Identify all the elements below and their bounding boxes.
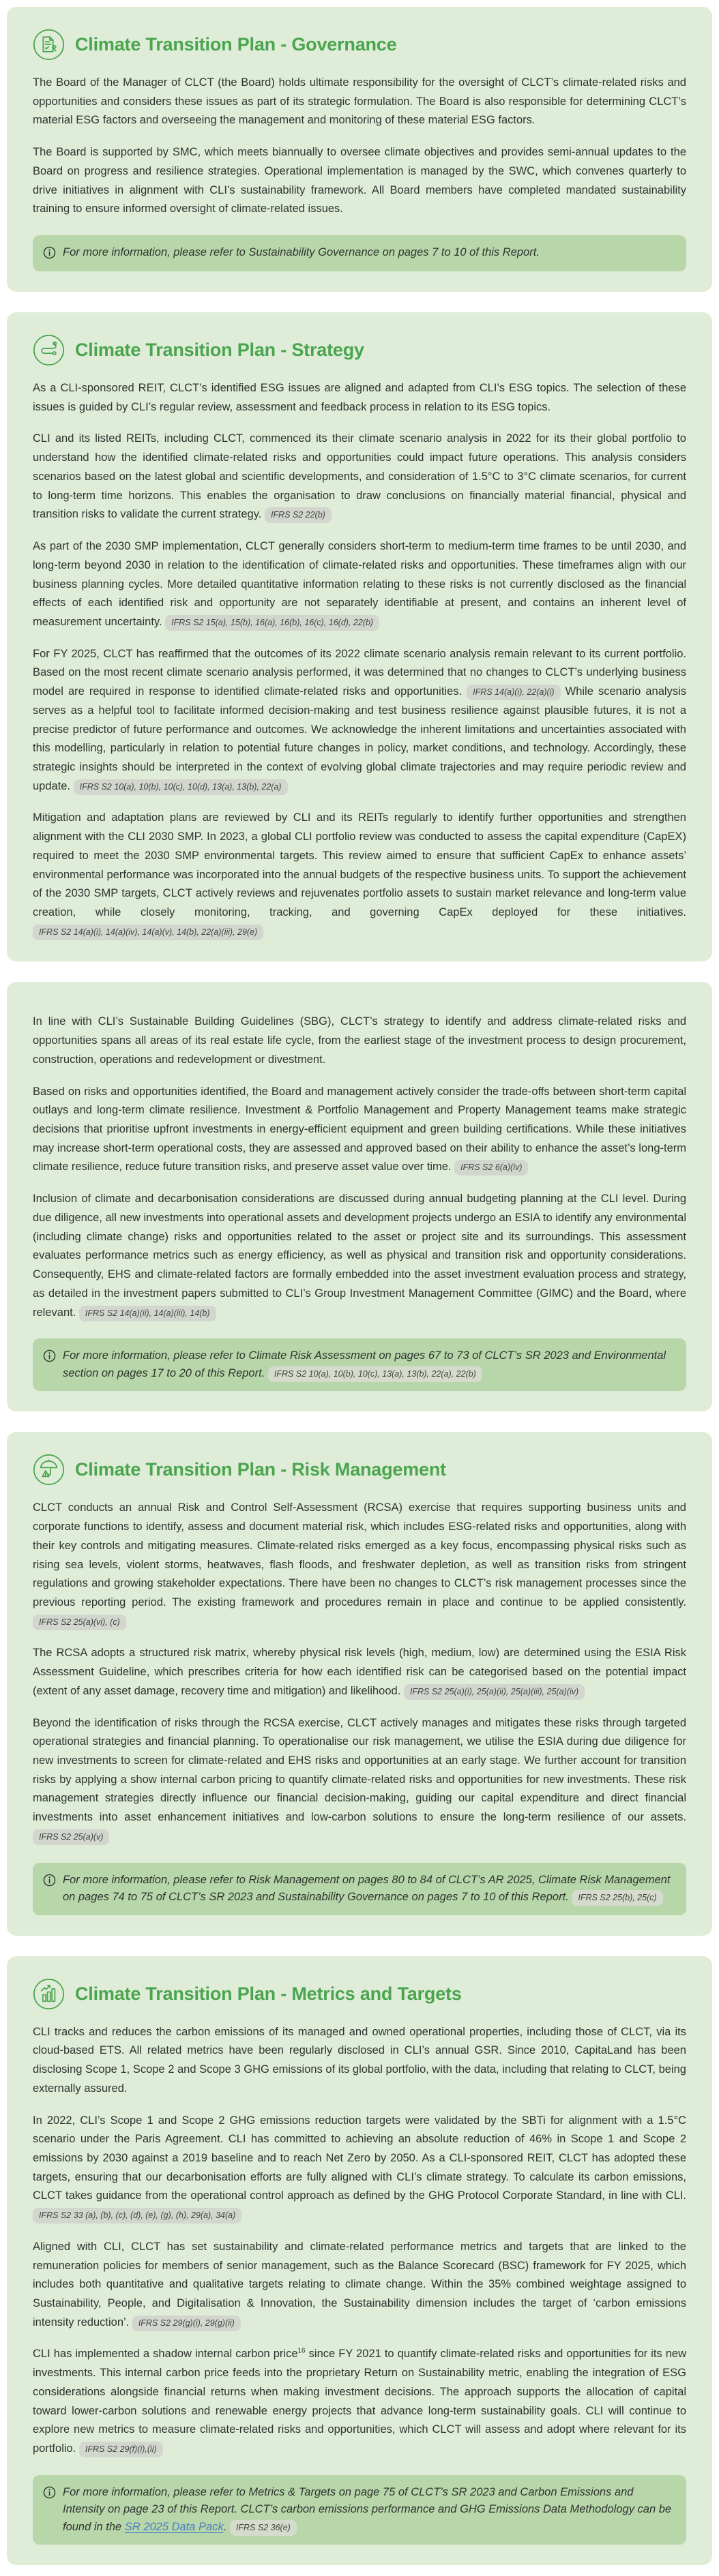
card-metrics-and-targets (7, 1956, 712, 2566)
document-approval-icon (33, 29, 65, 61)
callout-text (63, 2484, 674, 2536)
ifrs-reference-tag: IFRS S2 36(e) (230, 2520, 297, 2536)
paragraph (33, 2023, 686, 2099)
info-callout (33, 235, 686, 271)
text-run: . (223, 2520, 230, 2533)
paragraph (33, 1714, 686, 1846)
paragraph (33, 1499, 686, 1631)
text-run: CLI tracks and reduces the carbon emissions of its managed and owned operational properties, including those of CLCT, via its cloud-based ETS. All related metrics have been regularly disclosed in CLI’s annual GSR. Since 2010, CapitaLand has been disclosing Scope 1, Scope 2 and Scope 3 GHG emissions of its global portfolio, with the data, including that relating to CLCT, being externally assured. (33, 2025, 686, 2095)
paragraph (33, 809, 686, 941)
paragraph (33, 74, 686, 130)
ifrs-reference-tag: IFRS S2 15(a), 15(b), 16(a), 16(b), 16(c), 16(d), 22(b) (165, 615, 379, 631)
ifrs-reference-tag: IFRS S2 25(a)(v) (33, 1829, 109, 1845)
text-run: As part of the 2030 SMP implementation, CLCT generally considers short-term to medium-term time frames to be until 2030, and long-term beyond 2030 in relation to the identification of climate-related risks and opportunities. These timeframes align with our business planning cycles. More detailed quantitative information relating to these risks is not currently disclosed as the financial effects of each identified risk and opportunity are not separately identifiable at present, and contains an inherent level of measurement uncertainty. (33, 540, 686, 628)
text-run: CLI has implemented a shadow internal carbon price (33, 2348, 298, 2361)
ifrs-reference-tag: IFRS S2 10(a), 10(b), 10(c), 10(d), 13(a), 13(b), 22(a) (74, 779, 288, 795)
paragraph (33, 1190, 686, 1322)
section-body (33, 1013, 686, 1391)
section-title: Climate Transition Plan - Strategy (75, 340, 364, 361)
section-title: Climate Transition Plan - Risk Management (75, 1459, 446, 1480)
paragraph (33, 1644, 686, 1701)
callout-text (63, 1347, 674, 1382)
text-run: While scenario analysis serves as a helpful tool to facilitate informed decision-making and test business resilience against plausible futures, it is not a precise predictor of future performance and outcomes. We acknowledge the inherent limitations and uncertainties associated with this modelling, particularly in relation to potential future changes in policy, market conditions, and technology. Accordingly, these strategic insights should be interpreted in the context of evolving global climate trajectories and may require periodic review and update. (33, 685, 686, 792)
ifrs-reference-tag: IFRS S2 33 (a), (b), (c), (d), (e), (g), (h), 29(a), 34(a) (33, 2208, 241, 2223)
section-title: Climate Transition Plan - Metrics and Targets (75, 1983, 462, 2004)
ifrs-reference-tag: IFRS S2 14(a)(i), 14(a)(iv), 14(a)(v), 14(b), 22(a)(iii), 29(e) (33, 925, 263, 940)
section-body (33, 2023, 686, 2545)
text-run: For FY 2025, CLCT has reaffirmed that the outcomes of its 2022 climate scenario analysis remain relevant to its current portfolio. Based on the most recent climate scenario analysis performed, it was determined that no changes to CLCT’s underlying business model are required in response to identified climate-related risks and opportunities. (33, 647, 686, 698)
paragraph (33, 2345, 686, 2458)
section-body (33, 379, 686, 941)
paragraph (33, 430, 686, 524)
info-icon (43, 2486, 56, 2502)
section-header (33, 29, 686, 61)
ifrs-reference-tag: IFRS S2 25(a)(i), 25(a)(ii), 25(a)(iii), 25(a)(iv) (404, 1684, 585, 1700)
text-run: CLCT conducts an annual Risk and Control Self-Assessment (RCSA) exercise that requires supporting business units and corporate functions to identify, assess and document material risk, which includes ESG-related risks and opportunities, along with their key controls and mitigating measures. Climate-related risks emerged as a key focus, encompassing physical risks such as rising sea levels, violent storms, heatwaves, flash floods, and freshwater depletion, as well as transition risks from stringent regulations and growing stakeholder expectations. There have been no changes to CLCT’s risk management processes since the previous reporting period. The existing framework and procedures remain in place and continue to be applied consistently. (33, 1501, 686, 1608)
card-strategy (7, 312, 712, 961)
text-run: CLI and its listed REITs, including CLCT, commenced its their climate scenario analysis in 2022 for its their global portfolio to understand how the identified climate-related risks and opportunities could impact future operations. This analysis considers scenarios based on the latest global and scientific developments, and consideration of 1.5°C to 3°C climate scenarios, for current to long-term time horizons. This enables the organisation to draw conclusions on financially material financial, physical and transition risks to validate the current strategy. (33, 432, 686, 521)
ifrs-reference-tag: IFRS 14(a)(i), 22(a)(i) (467, 685, 560, 700)
ifrs-reference-tag: IFRS S2 29(g)(i), 29(g)(ii) (132, 2316, 241, 2331)
info-icon (43, 1874, 56, 1890)
text-run: In 2022, CLI’s Scope 1 and Scope 2 GHG emissions reduction targets were validated by the SBTi for alignment with a 1.5°C scenario under the Paris Agreement. CLI has committed to achieving an absolute reduction of 46% in Scope 1 and Scope 2 emissions by 2030 against a 2019 baseline and to reach Net Zero by 2050. As a CLI-sponsored REIT, CLCT has adopted these targets, ensuring that our decarbonisation efforts are fully aligned with CLI’s climate strategy. To calculate its carbon emissions, CLCT takes guidance from the operational control approach as defined by the GHG Protocol Corporate Standard, in line with CLI. (33, 2114, 686, 2202)
section-header (33, 1454, 686, 1486)
paragraph (33, 2238, 686, 2333)
text-run: The RCSA adopts a structured risk matrix, whereby physical risk levels (high, medium, low) are determined using the ESIA Risk Assessment Guideline, which prescribes criteria for how each identified risk can be categorised based on the potential impact (extent of any asset damage, recovery time and mitigation) and likelihood. (33, 1647, 686, 1697)
card-strategy-continued (7, 982, 712, 1411)
paragraph (33, 2112, 686, 2225)
card-governance (7, 7, 712, 292)
paragraph (33, 1013, 686, 1069)
section-title: Climate Transition Plan - Governance (75, 34, 397, 55)
ifrs-reference-tag: IFRS S2 10(a), 10(b), 10(c), 13(a), 13(b), 22(a), 22(b) (268, 1366, 482, 1382)
text-run: For more information, please refer to Risk Management on pages 80 to 84 of CLCT’s AR 2025, Climate Risk Management on pages 74 to 75 of CLCT’s SR 2023 and Sustainability Governance on pages 7 to 10 of this Report. (63, 1873, 671, 1904)
ifrs-reference-tag: IFRS S2 25(b), 25(c) (572, 1890, 662, 1906)
ifrs-reference-tag: IFRS S2 6(a)(iv) (454, 1160, 528, 1175)
section-header (33, 334, 686, 366)
info-callout (33, 2475, 686, 2545)
text-run: since FY 2021 to quantify climate-related risks and opportunities for its new investments. This internal carbon price feeds into the proprietary Return on Sustainability metric, enabling the integration of ESG considerations alongside financial returns when making investment decisions. The approach supports the allocation of capital toward lower-carbon solutions and renewable energy projects that advance long-term sustainability goals. CLI will continue to explore new metrics to measure climate-related risks and opportunities, which CLCT will assess and adopt where relevant for its portfolio. (33, 2348, 686, 2455)
info-icon (43, 1349, 56, 1366)
paragraph (33, 1083, 686, 1178)
card-risk-management (7, 1432, 712, 1935)
info-callout (33, 1863, 686, 1915)
text-run: The Board of the Manager of CLCT (the Board) holds ultimate responsibility for the oversight of CLCT’s climate-related risks and opportunities and considers these issues as part of its strategic formulation. The Board is also responsible for determining CLCT’s material ESG factors and overseeing the management and monitoring of these material ESG factors. (33, 76, 686, 127)
callout-text (63, 244, 540, 262)
text-run: In line with CLI’s Sustainable Building Guidelines (SBG), CLCT’s strategy to identify and address climate-related risks and opportunities spans all areas of its real estate life cycle, from the earliest stage of the investment process to design procurement, construction, operations and redevelopment or divestment. (33, 1015, 686, 1066)
umbrella-warning-icon (33, 1454, 65, 1486)
ifrs-reference-tag: IFRS S2 25(a)(vi), (c) (33, 1615, 126, 1630)
ifrs-reference-tag: IFRS S2 29(f)(i),(ii) (79, 2442, 163, 2457)
section-body (33, 74, 686, 271)
ifrs-reference-tag: IFRS S2 14(a)(ii), 14(a)(iii), 14(b) (79, 1306, 216, 1321)
callout-text (63, 1872, 674, 1906)
paragraph (33, 379, 686, 417)
ifrs-reference-tag: IFRS S2 22(b) (265, 507, 332, 523)
text-run: Inclusion of climate and decarbonisation considerations are discussed during annual budgeting planning at the CLI level. During due diligence, all new investments into operational assets and development projects undergo an ESIA to identify any environmental (including climate change) risks and opportunities related to the asset or project site and its surroundings. This assessment evaluates performance metrics such as energy efficiency, as well as physical and transition risk and opportunity considerations. Consequently, EHS and climate-related factors are formally embedded into the asset investment evaluation process and strategy, as detailed in the investment papers submitted to CLI’s Group Investment Management Committee (GIMC) and the Board, where relevant. (33, 1193, 686, 1319)
text-run: Aligned with CLI, CLCT has set sustainability and climate-related performance metrics and targets that are linked to the remuneration policies for members of senior management, such as the Balance Scorecard (BSC) framework for FY 2025, which includes both quantitative and qualitative targets relating to climate change. Within the 35% combined weightage assigned to Sustainability, People, and Digitalisation & Innovation, the Sustainability dimension includes the target of ‘carbon emissions intensity reduction’. (33, 2240, 686, 2328)
text-run: For more information, please refer to Metrics & Targets on page 75 of CLCT’s SR 2023 and Carbon Emissions and Intensity on page 23 of this Report. CLCT’s carbon emissions performance and GHG Emissions Data Methodology can be found in the (63, 2485, 672, 2533)
text-run: The Board is supported by SMC, which meets biannually to oversee climate objectives and provides semi-annual updates to the Board on progress and resilience strategies. Operational implementation is managed by the SWC, which convenes quarterly to drive initiatives in alignment with CLI’s sustainability framework. All Board members have completed mandated sustainability training to ensure informed oversight of climate-related issues. (33, 146, 686, 215)
paragraph (33, 645, 686, 796)
paragraph (33, 537, 686, 632)
text-run: Beyond the identification of risks through the RCSA exercise, CLCT actively manages and mitigates these risks through targeted operational strategies and financial planning. To operationalise our risk management, we utilise the ESIA during due diligence for new investments to screen for climate-related and EHS risks and opportunities at an early stage. We further account for transition risks by applying a show internal carbon pricing to quantify climate-related risks and opportunities for new investments. These risk management strategies directly influence our financial decision-making, guiding our capital expenditure and direct financial investments into asset enhancement initiatives and low-carbon solutions to ensure the long-term resilience of our assets. (33, 1716, 686, 1824)
info-callout (33, 1338, 686, 1391)
text-run: As a CLI-sponsored REIT, CLCT’s identified ESG issues are aligned and adapted from CLI’s ESG topics. The selection of these issues is guided by CLI’s regular review, assessment and feedback process in relation to its ESG topics. (33, 382, 686, 413)
footnote-superscript: 16 (297, 2347, 306, 2355)
text-run: For more information, please refer to Climate Risk Assessment on pages 67 to 73 of CLCT’s SR 2023 and Environmental section on pages 17 to 20 of this Report. (63, 1349, 666, 1379)
paragraph (33, 143, 686, 219)
section-body (33, 1499, 686, 1915)
text-run: For more information, please refer to Sustainability Governance on pages 7 to 10 of this Report. (63, 246, 540, 259)
text-run: Based on risks and opportunities identified, the Board and management actively consider the trade-offs between short-term capital outlays and long-term climate resilience. Investment & Portfolio Management and Property Management teams make strategic decisions that prioritise upfront investments in energy-efficient equipment and green building certifications. While these initiatives may increase short-term operational costs, they are assessed and approved based on their ability to enhance the asset’s long-term climate resilience, reduce future transition risks, and preserve asset value over time. (33, 1085, 686, 1173)
sr-2025-data-pack-link[interactable]: SR 2025 Data Pack (124, 2520, 224, 2533)
info-icon (43, 246, 56, 263)
section-header (33, 1978, 686, 2010)
text-run: Mitigation and adaptation plans are reviewed by CLI and its REITs regularly to identify further opportunities and strengthen alignment with the CLI 2030 SMP. In 2023, a global CLI portfolio review was conducted to assess the capital expenditure (CapEX) required to meet the 2030 SMP environmental targets. This review aimed to ensure that sufficient CapEx to enhance assets’ environmental performance was incorporated into the annual budgets of the respective business units. To support the achievement of the 2030 SMP targets, CLCT actively reviews and rejuvenates portfolio assets to sustain market relevance and long-term value creation, while closely monitoring, tracking, and governing CapEx deployed for these initiatives. (33, 811, 686, 918)
bar-chart-growth-icon (33, 1978, 65, 2010)
strategy-route-icon (33, 334, 65, 366)
